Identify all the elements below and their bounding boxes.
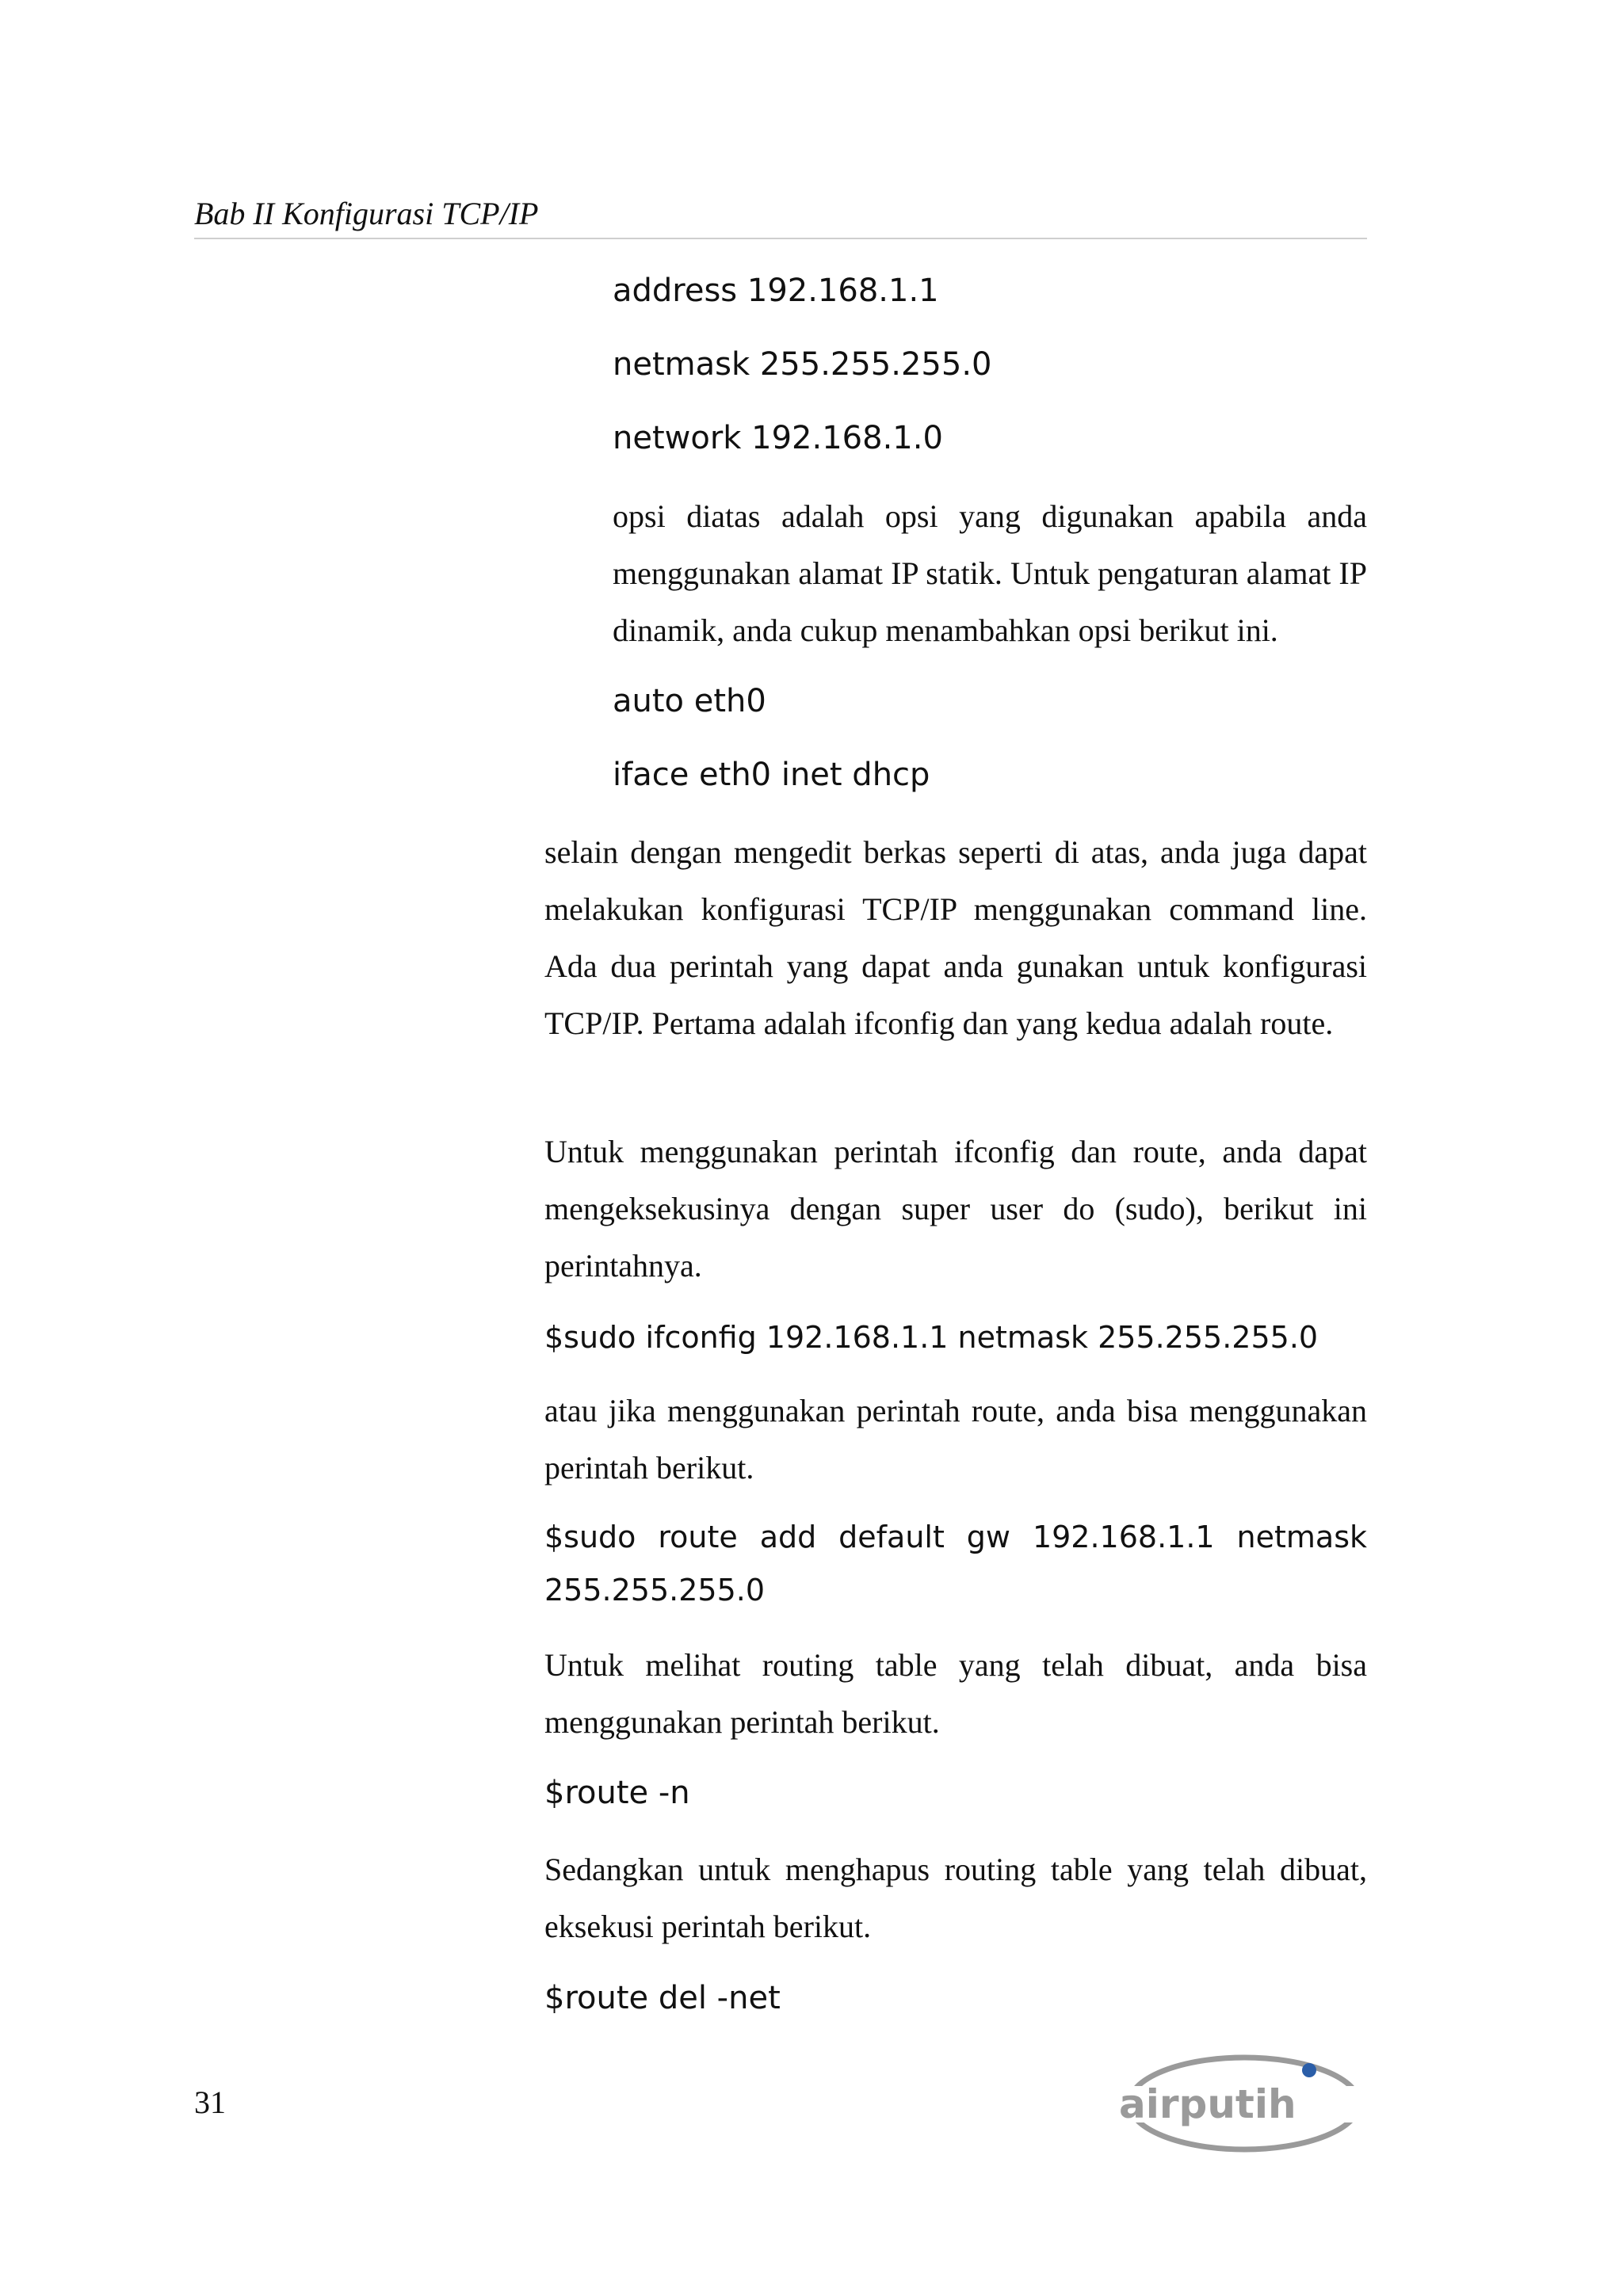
- logo-dot-icon: [1302, 2063, 1316, 2077]
- sudo-paragraph: Untuk menggunakan perintah ifconfig dan route, anda dapat mengeksekusinya dengan super user do (sudo), berikut ini perintahnya.: [544, 1134, 1367, 1283]
- logo-wordmark: airputih: [1119, 2081, 1296, 2127]
- config-iface-line: iface eth0 inet dhcp: [613, 757, 930, 793]
- page-number: 31: [194, 2084, 226, 2120]
- route-n-command: $route -n: [544, 1775, 690, 1811]
- page-header: [194, 193, 1367, 239]
- chapter-title: Bab II Konfigurasi TCP/IP: [194, 196, 539, 231]
- commandline-paragraph: selain dengan mengedit berkas seperti di atas, anda juga dapat melakukan konfigurasi TCP/IP menggunakan command line. Ada dua perintah yang dapat anda gunakan untuk konfigurasi TCP/IP. Pertama adalah ifconfig dan yang kedua adalah route.: [544, 834, 1367, 1041]
- config-address-line: address 192.168.1.1: [613, 273, 939, 309]
- view-routing-paragraph: Untuk melihat routing table yang telah dibuat, anda bisa menggunakan perintah berikut.: [544, 1647, 1367, 1740]
- route-add-command-line1: $sudo route add default gw 192.168.1.1 netmask: [544, 1520, 1367, 1554]
- route-del-command: $route del -net: [544, 1980, 781, 2016]
- static-ip-note: opsi diatas adalah opsi yang digunakan apabila anda menggunakan alamat IP statik. Untuk pengaturan alamat IP dinamik, anda cukup menambahkan opsi berikut ini.: [613, 498, 1367, 648]
- config-network-line: network 192.168.1.0: [613, 420, 943, 456]
- config-netmask-line: netmask 255.255.255.0: [613, 346, 992, 383]
- route-add-command-line2: 255.255.255.0: [544, 1573, 766, 1608]
- ifconfig-command: $sudo ifconfig 192.168.1.1 netmask 255.255.255.0: [544, 1320, 1319, 1355]
- delete-routing-paragraph: Sedangkan untuk menghapus routing table yang telah dibuat, eksekusi perintah berikut.: [544, 1852, 1367, 1944]
- config-auto-line: auto eth0: [613, 683, 766, 719]
- route-paragraph: atau jika menggunakan perintah route, anda bisa menggunakan perintah berikut.: [544, 1393, 1367, 1486]
- airputih-logo: [1109, 2048, 1371, 2167]
